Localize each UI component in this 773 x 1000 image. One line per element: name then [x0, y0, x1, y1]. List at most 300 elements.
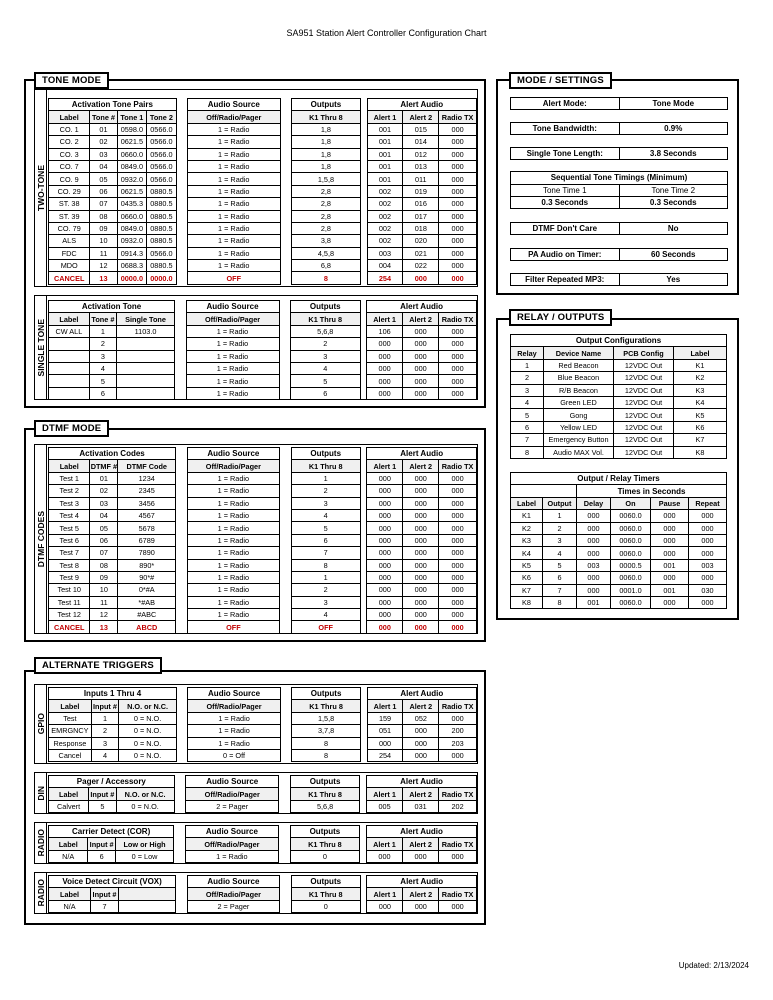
- output-config-title: Output Configurations: [511, 335, 727, 347]
- table-cell: 3456: [118, 497, 176, 509]
- table-cell: K7: [674, 434, 727, 446]
- table-cell: [117, 350, 175, 362]
- table-cell: FDC: [49, 247, 90, 259]
- table-cell: 000: [403, 325, 439, 337]
- table-cell: 254: [367, 272, 403, 284]
- table-cell: 000: [651, 547, 689, 559]
- table-cell: 000: [577, 572, 611, 584]
- column-header: Label: [511, 497, 543, 509]
- column-header: Low or High: [115, 838, 173, 850]
- table-row: [49, 800, 477, 812]
- table-cell: 1: [291, 472, 360, 484]
- spacer-cell: [279, 838, 291, 850]
- table-cell: 000: [367, 609, 403, 621]
- table-cell: 0435.3: [117, 198, 147, 210]
- table-cell: K4: [511, 547, 543, 559]
- column-header: Radio TX: [439, 111, 477, 123]
- column-header: Alert 1: [367, 111, 403, 123]
- table-cell: 002: [367, 222, 403, 234]
- table-cell: 202: [439, 800, 477, 812]
- table-cell: 000: [367, 737, 403, 749]
- table-cell: 5: [291, 375, 361, 387]
- table-cell: 7: [543, 584, 577, 596]
- table-cell: 000: [651, 572, 689, 584]
- table-cell: 000: [439, 148, 477, 160]
- table-cell: 000: [577, 510, 611, 522]
- spacer-cell: [280, 571, 291, 583]
- table-cell: OFF: [291, 621, 360, 633]
- audio-source-header: Audio Source: [188, 688, 280, 700]
- table-cell: 4: [543, 547, 577, 559]
- spacer-cell: [280, 737, 291, 749]
- spacer-cell: [176, 247, 187, 259]
- table-cell: 000: [439, 198, 477, 210]
- column-header: Radio TX: [439, 460, 477, 472]
- table-cell: Response: [49, 737, 92, 749]
- table-row: [49, 210, 477, 222]
- table-cell: 000: [403, 497, 439, 509]
- table-cell: 000: [439, 247, 477, 259]
- table-cell: Emergency Button: [544, 434, 614, 446]
- table-cell: 000: [403, 534, 439, 546]
- table-cell: 000: [367, 509, 403, 521]
- table-cell: 8: [292, 737, 361, 749]
- column-header: Off/Radio/Pager: [188, 111, 281, 123]
- column-header: Input #: [92, 889, 117, 899]
- filter-mp3-row: [510, 273, 728, 286]
- table-row: [49, 325, 477, 337]
- table-cell: 06: [90, 185, 117, 197]
- table-group-header: [49, 99, 477, 111]
- table-cell: 1 = Radio: [186, 362, 279, 374]
- table-cell: 000: [403, 559, 439, 571]
- table-cell: 000: [403, 272, 439, 284]
- table-cell: 030: [689, 584, 727, 596]
- pa-audio-row: [510, 248, 728, 261]
- table-cell: 000: [439, 325, 477, 337]
- table-cell: 012: [403, 148, 439, 160]
- table-cell: 1,8: [291, 160, 360, 172]
- table-row: [49, 534, 477, 546]
- spacer-cell: [176, 534, 187, 546]
- table-cell: 02: [90, 485, 118, 497]
- table-cell: K3: [674, 384, 727, 396]
- column-header: K1 Thru 8: [291, 888, 360, 900]
- spacer-cell: [280, 472, 291, 484]
- table-cell: K4: [674, 396, 727, 408]
- table-cell: ALS: [49, 235, 90, 247]
- table-cell: 0566.0: [147, 148, 177, 160]
- table-cell: K1: [511, 510, 543, 522]
- group-title: Activation Codes: [49, 448, 176, 460]
- table-cell: 6: [88, 850, 115, 862]
- table-cell: 000: [366, 850, 402, 862]
- table-cell: 1 = Radio: [188, 235, 281, 247]
- spacer-cell: [360, 362, 367, 374]
- spacer-cell: [175, 375, 186, 387]
- table-cell: 000: [403, 725, 439, 737]
- spacer-cell: [280, 448, 291, 460]
- table-cell: Test 12: [49, 609, 90, 621]
- table-row: [511, 534, 727, 546]
- spacer-cell: [360, 448, 367, 460]
- table-cell: 5,6,8: [290, 800, 360, 812]
- table-cell: 0 = Low: [115, 850, 173, 862]
- table-cell: 1 = Radio: [185, 850, 278, 862]
- table-cell: 5: [89, 800, 116, 812]
- table-cell: 000: [439, 173, 477, 185]
- table-cell: 2,8: [291, 222, 360, 234]
- table-cell: 200: [439, 725, 477, 737]
- spacer-cell: [176, 99, 187, 111]
- tone-bandwidth-value: 0.9%: [664, 124, 683, 133]
- column-header: Off/Radio/Pager: [185, 838, 278, 850]
- spacer-cell: [176, 235, 187, 247]
- table-cell: 000: [439, 547, 477, 559]
- spacer-cell: [280, 700, 291, 712]
- dtmf-dont-care-row: [510, 222, 728, 235]
- spacer-cell: [360, 800, 367, 812]
- column-header: Label: [674, 347, 727, 359]
- table-cell: 5: [89, 375, 116, 387]
- audio-source-header: Audio Source: [188, 99, 281, 111]
- table-row: [49, 185, 477, 197]
- table-title-row: [511, 473, 727, 485]
- table-cell: 1,8: [291, 123, 360, 135]
- spacer-cell: [280, 222, 291, 234]
- section-tag-relay-outputs: RELAY / OUTPUTS: [509, 309, 612, 326]
- spacer-cell: [280, 534, 291, 546]
- table-cell: 003: [577, 559, 611, 571]
- table-column-header: [49, 111, 477, 123]
- table-cell: 1 = Radio: [188, 173, 281, 185]
- table-cell: 003: [689, 559, 727, 571]
- table-cell: 3: [91, 737, 118, 749]
- column-header: Input #: [89, 839, 114, 849]
- table-cell: 5: [511, 409, 544, 421]
- column-header: Radio TX: [439, 700, 477, 712]
- table-cell: 000: [577, 547, 611, 559]
- table-cell: 4,5,8: [291, 247, 360, 259]
- cor-table: [48, 825, 477, 863]
- column-header: Alert 1: [366, 838, 402, 850]
- table-cell: 000: [403, 571, 439, 583]
- spacer-cell: [176, 876, 187, 888]
- column-header: Tone 2: [147, 111, 177, 123]
- table-cell: 2,8: [291, 210, 360, 222]
- table-cell: 0: [291, 900, 360, 912]
- spacer-cell: [280, 712, 291, 724]
- table-cell: 2345: [118, 485, 176, 497]
- tone-time-1-value: 0.3 Seconds: [541, 198, 589, 207]
- table-cell: 000: [367, 596, 403, 608]
- table-cell: 12VDC Out: [614, 434, 674, 446]
- table-row: [49, 596, 477, 608]
- table-cell: 7: [511, 434, 544, 446]
- spacer-cell: [280, 522, 291, 534]
- table-cell: 11: [90, 247, 117, 259]
- table-cell: 1,8: [291, 136, 360, 148]
- tone-bandwidth-label: Tone Bandwidth:: [511, 123, 620, 134]
- column-header: Pause: [651, 497, 689, 509]
- table-cell: 0932.0: [117, 235, 147, 247]
- column-header: Relay: [511, 347, 544, 359]
- table-cell: 018: [403, 222, 439, 234]
- table-cell: #ABC: [118, 609, 176, 621]
- table-cell: 000: [403, 362, 439, 374]
- column-header: Alert 2: [403, 788, 439, 800]
- single-tone-length-value: 3.8 Seconds: [649, 149, 697, 158]
- table-cell: 1 = Radio: [186, 375, 279, 387]
- spacer-cell: [280, 749, 291, 761]
- table-cell: 000: [439, 260, 477, 272]
- table-cell: 1 = Radio: [188, 247, 281, 259]
- table-cell: 000: [403, 387, 439, 399]
- table-cell: [49, 350, 90, 362]
- column-header: Alert 2: [403, 460, 439, 472]
- table-cell: 1: [291, 571, 360, 583]
- table-row: [511, 572, 727, 584]
- table-cell: Gong: [544, 409, 614, 421]
- table-subtitle-row: [511, 485, 727, 497]
- column-header: [118, 888, 175, 900]
- table-cell: 3,7,8: [292, 725, 361, 737]
- vox-table: [48, 875, 477, 913]
- table-cell: Red Beacon: [544, 359, 614, 371]
- table-cell: 254: [367, 749, 403, 761]
- spacer-cell: [174, 826, 186, 838]
- column-header: Alert 2: [403, 888, 439, 900]
- table-cell: 0060.0: [611, 596, 651, 608]
- outputs-header: Outputs: [291, 448, 360, 460]
- table-cell: Test 1: [49, 472, 90, 484]
- table-cell: Test 10: [49, 584, 90, 596]
- table-cell: 4: [511, 396, 544, 408]
- table-cell: 000: [577, 534, 611, 546]
- vox-side-label: RADIO: [35, 873, 47, 913]
- table-row: [49, 584, 477, 596]
- table-cell: 0566.0: [147, 123, 177, 135]
- table-cell: 05: [90, 522, 118, 534]
- table-cell: CO. 9: [49, 173, 90, 185]
- table-cell: 2 = Pager: [186, 800, 279, 812]
- table-cell: 000: [403, 900, 439, 912]
- table-cell: 1 = Radio: [186, 338, 279, 350]
- table-cell: 000: [689, 596, 727, 608]
- spacer-cell: [279, 850, 291, 862]
- table-cell: 001: [367, 173, 403, 185]
- table-cell: 1 = Radio: [187, 547, 280, 559]
- two-tone-table: [48, 98, 477, 285]
- table-cell: 017: [403, 210, 439, 222]
- spacer-cell: [176, 547, 187, 559]
- table-cell: 000: [403, 350, 439, 362]
- dtmf-dont-care-label: DTMF Don't Care: [511, 223, 620, 234]
- table-cell: 052: [403, 712, 439, 724]
- din-panel: [34, 772, 478, 814]
- pa-audio-label: PA Audio on Timer:: [511, 249, 620, 260]
- table-cell: 003: [367, 247, 403, 259]
- table-cell: 11: [90, 596, 118, 608]
- group-title: Voice Detect Circuit (VOX): [49, 876, 176, 888]
- table-cell: 0 = N.O.: [116, 800, 174, 812]
- table-row: [49, 472, 477, 484]
- table-cell: 000: [651, 596, 689, 608]
- table-cell: K6: [511, 572, 543, 584]
- table-row: [511, 510, 727, 522]
- sequential-timings-box: [510, 171, 728, 209]
- spacer-cell: [360, 301, 367, 313]
- table-cell: 8: [291, 559, 360, 571]
- spacer-cell: [360, 621, 367, 633]
- table-cell: CO. 79: [49, 222, 90, 234]
- column-header: Tone 1: [117, 111, 147, 123]
- spacer-cell: [360, 776, 367, 788]
- table-cell: 159: [367, 712, 403, 724]
- table-cell: Calvert: [49, 800, 89, 812]
- table-cell: [117, 375, 175, 387]
- table-row: [49, 900, 477, 912]
- table-cell: 6: [89, 387, 116, 399]
- table-cell: 2: [543, 522, 577, 534]
- table-cell: OFF: [188, 272, 281, 284]
- output-config-table: [510, 334, 727, 459]
- table-cell: 0660.0: [117, 148, 147, 160]
- spacer-cell: [280, 888, 291, 900]
- table-row: [49, 148, 477, 160]
- spacer-cell: [177, 700, 188, 712]
- table-cell: 000: [439, 235, 477, 247]
- table-cell: 1,5,8: [292, 712, 361, 724]
- relay-timers-table: [510, 472, 727, 609]
- table-row: [511, 596, 727, 608]
- outputs-header: Outputs: [292, 688, 361, 700]
- table-cell: 000: [439, 900, 477, 912]
- table-cell: *#AB: [118, 596, 176, 608]
- column-header: Alert 2: [403, 111, 439, 123]
- table-cell: 12VDC Out: [614, 384, 674, 396]
- column-header: Delay: [577, 497, 611, 509]
- table-cell: 000: [439, 375, 477, 387]
- table-cell: 0 = N.O.: [119, 749, 177, 761]
- column-header: Tone #: [90, 111, 117, 123]
- table-cell: 1 = Radio: [188, 136, 281, 148]
- table-cell: 000: [439, 850, 477, 862]
- table-row: [49, 350, 477, 362]
- page-title: SA951 Station Alert Controller Configuration Chart: [286, 28, 487, 38]
- table-row: [49, 509, 477, 521]
- table-row: [49, 497, 477, 509]
- table-row: [49, 547, 477, 559]
- table-cell: 000: [367, 387, 403, 399]
- table-cell: 000: [439, 472, 477, 484]
- alert-audio-header: Alert Audio: [367, 876, 477, 888]
- table-cell: 0060.0: [611, 572, 651, 584]
- table-cell: 05: [90, 173, 117, 185]
- table-cell: [49, 387, 90, 399]
- spacer-cell: [360, 596, 367, 608]
- audio-source-header: Audio Source: [185, 826, 278, 838]
- spacer-cell: [176, 160, 187, 172]
- spacer-cell: [360, 609, 367, 621]
- table-group-header: [49, 876, 477, 888]
- spacer-cell: [280, 609, 291, 621]
- spacer-cell: [176, 148, 187, 160]
- column-header: Input #: [90, 789, 115, 799]
- column-header: Output: [543, 497, 577, 509]
- sequential-timings-values: [511, 196, 727, 208]
- table-cell: 000: [403, 584, 439, 596]
- table-cell: 2,8: [291, 198, 360, 210]
- table-cell: 000: [439, 559, 477, 571]
- spacer-cell: [360, 547, 367, 559]
- spacer-cell: [280, 235, 291, 247]
- table-cell: 12VDC Out: [614, 372, 674, 384]
- table-cell: 000: [403, 509, 439, 521]
- table-cell: 4: [291, 609, 360, 621]
- spacer-cell: [174, 788, 185, 800]
- table-cell: 1: [511, 359, 544, 371]
- spacer-cell: [280, 584, 291, 596]
- relay-timers-title: Output / Relay Timers: [511, 473, 727, 485]
- column-header: K1 Thru 8: [291, 111, 360, 123]
- cancel-row: [49, 621, 477, 633]
- table-cell: 051: [367, 725, 403, 737]
- table-cell: [49, 362, 90, 374]
- spacer-cell: [176, 123, 187, 135]
- table-cell: 1,5,8: [291, 173, 360, 185]
- table-cell: 000: [367, 534, 403, 546]
- table-cell: 000: [577, 584, 611, 596]
- table-cell: 02: [90, 136, 117, 148]
- dtmf-table: [48, 447, 477, 634]
- table-cell: 000: [439, 338, 477, 350]
- table-cell: 014: [403, 136, 439, 148]
- din-side-label: DIN: [35, 773, 47, 813]
- column-header: Single Tone: [117, 313, 175, 325]
- spacer-cell: [360, 509, 367, 521]
- table-cell: 203: [439, 737, 477, 749]
- spacer-cell: [176, 198, 187, 210]
- spacer-cell: [176, 596, 187, 608]
- filter-mp3-label: Filter Repeated MP3:: [511, 274, 620, 285]
- spacer-cell: [280, 876, 291, 888]
- table-cell: 0880.5: [147, 185, 177, 197]
- table-cell: 8: [511, 446, 544, 458]
- spacer-cell: [360, 826, 367, 838]
- column-header: Label: [49, 111, 90, 123]
- table-column-header: [511, 347, 727, 359]
- table-cell: 1 = Radio: [188, 185, 281, 197]
- table-column-header: [49, 838, 477, 850]
- tone-mode-section: [24, 79, 486, 408]
- table-cell: CO. 2: [49, 136, 90, 148]
- table-row: [49, 173, 477, 185]
- table-cell: K8: [511, 596, 543, 608]
- table-cell: 1 = Radio: [187, 485, 280, 497]
- spacer-cell: [280, 460, 291, 472]
- table-cell: 000: [367, 584, 403, 596]
- table-row: [49, 522, 477, 534]
- table-row: [49, 559, 477, 571]
- table-cell: 000: [689, 534, 727, 546]
- column-header: Alert 2: [403, 313, 439, 325]
- spacer-cell: [177, 725, 188, 737]
- alternate-triggers-section: [24, 670, 486, 925]
- section-tag-dtmf-mode: DTMF MODE: [34, 420, 109, 437]
- table-row: [49, 338, 477, 350]
- table-cell: 5: [543, 559, 577, 571]
